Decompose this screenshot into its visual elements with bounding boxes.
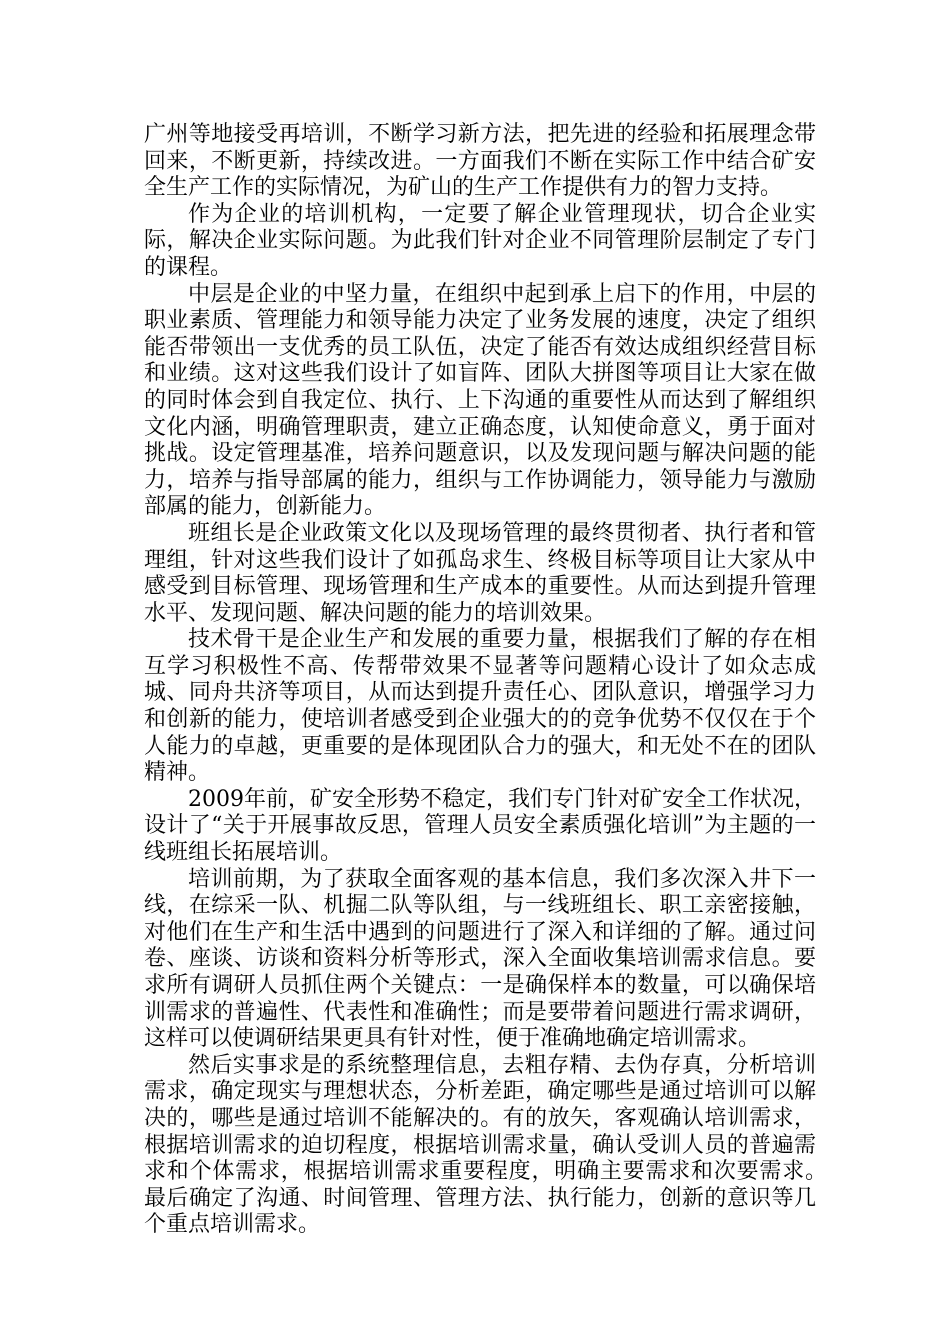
paragraph-4: 班组长是企业政策文化以及现场管理的最终贯彻者、执行者和管理组，针对这些我们设计了如孤岛求生、终极目标等项目让大家从中感受到目标管理、现场管理和生产成本的重要性。从而达到提升管理水平、发现问题、解决问题的能力的培训效果。 [144,520,816,626]
body-text [144,122,905,1239]
paragraph-8: 然后实事求是的系统整理信息，去粗存精、去伪存真，分析培训需求，确定现实与理想状态，分析差距，确定哪些是通过培训可以解决的，哪些是通过培训不能解决的。有的放矢，客观确认培训需求，根据培训需求的迫切程度，根据培训需求量，确认受训人员的普遍需求和个体需求，根据培训需求重要程度，明确主要需求和次要需求。 最后确定了沟通、时间管理、管理方法、执行能力，创新的意识等几个重点培训需求。 [144,1052,905,1238]
paragraph-3: 中层是企业的中坚力量，在组织中起到承上启下的作用，中层的职业素质、管理能力和领导能力决定了业务发展的速度，决定了组织能否带领出一支优秀的员工队伍，决定了能否有效达成组织经营目标和业绩。这对这些我们设计了如盲阵、团队大拼图等项目让大家在做的同时体会到自我定位、执行、上下沟通的重要性从而达到了解组织文化内涵，明确管理职责，建立正确态度，认知使命意义，勇于面对挑战。设定管理基准，培养问题意识，以及发现问题与解决问题的能力，培养与指导部属的能力，组织与工作协调能力，领导能力与激励部属的能力，创新能力。 [144,281,816,520]
paragraph-1: 广州等地接受再培训，不断学习新方法，把先进的经验和拓展理念带回来，不断更新，持续改进。一方面我们不断在实际工作中结合矿安全生产工作的实际情况，为矿山的生产工作提供有力的智力支持。 [144,122,816,201]
paragraph-5: 技术骨干是企业生产和发展的重要力量，根据我们了解的存在相互学习积极性不高、传帮带效果不显著等问题精心设计了如众志成城、同舟共济等项目，从而达到提升责任心、团队意识，增强学习力和创新的能力，使培训者感受到企业强大的的竞争优势不仅仅在于个人能力的卓越，更重要的是体现团队合力的强大，和无处不在的团队精神。 [144,627,816,786]
paragraph-6: 2009年前，矿安全形势不稳定，我们专门针对矿安全工作状况，设计了“关于开展事故反思，管理人员安全素质强化培训”为主题的一线班组长拓展培训。 [144,786,816,866]
paragraph-7: 培训前期，为了获取全面客观的基本信息，我们多次深入井下一线，在综采一队、机掘二队等队组，与一线班组长、职工亲密接触，对他们在生产和生活中遇到的问题进行了深入和详细的了解。通过问卷、座谈、访谈和资料分析等形式，深入全面收集培训需求信息。要求所有调研人员抓住两个关键点：一是确保样本的数量，可以确保培训需求的普遍性、代表性和准确性；而是要带着问题进行需求调研，这样可以使调研结果更具有针对性，便于准确地确定培训需求。 [144,866,816,1052]
paragraph-2: 作为企业的培训机构，一定要了解企业管理现状，切合企业实际，解决企业实际问题。为此我们针对企业不同管理阶层制定了专门的课程。 [144,201,816,280]
